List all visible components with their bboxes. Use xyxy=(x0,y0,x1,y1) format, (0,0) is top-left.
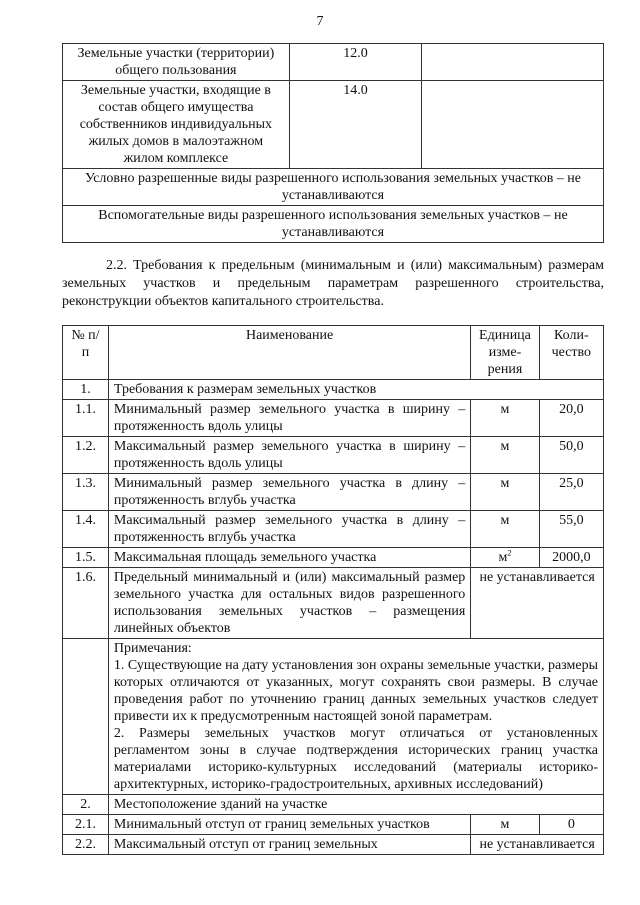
table-row xyxy=(63,568,604,639)
table-row xyxy=(63,437,604,474)
row-num: 1.4. xyxy=(63,511,109,548)
notes-row xyxy=(63,639,604,795)
row-num: 1. xyxy=(63,380,109,400)
requirements-table xyxy=(62,325,604,855)
table-row xyxy=(63,835,604,855)
row-name: Максимальный размер земельного участка в ширину – протяженность вдоль улицы xyxy=(108,437,470,474)
row-name: Максимальный размер земельного участка в длину – протяженность вглубь участка xyxy=(108,511,470,548)
section-row xyxy=(63,380,604,400)
table-row xyxy=(63,206,604,243)
auxiliary-uses-row: Вспомогательные виды разрешенного использования земельных участков – не устанавливаются xyxy=(63,206,604,243)
row-num-empty xyxy=(63,639,109,795)
row-name: Предельный минимальный и (или) максимальный размер земельного участка для остальных видов разрешенного использования земельных участков – размещения линейных объектов xyxy=(108,568,470,639)
table-row xyxy=(63,44,604,81)
header-name: Наименование xyxy=(108,326,470,380)
row-unit: м xyxy=(471,400,539,437)
row-num: 2. xyxy=(63,795,109,815)
row-value: не устанавливается xyxy=(471,568,604,639)
unit-text: м xyxy=(498,550,508,565)
notes-paragraph-2: 2. Размеры земельных участков могут отличаться от установленных регламентом зоны в случае подтверждения исторических границ участка материалами историко-культурных исследований (материалы историко-архитектурных, историко-градостроительных, архивных исследований) xyxy=(113,726,598,792)
land-use-extra xyxy=(422,44,604,81)
header-unit: Единица изме-рения xyxy=(471,326,539,380)
notes-paragraph-1: 1. Существующие на дату установления зон охраны земельные участки, размеры которых отличаются от указанных, могут сохранять свои размеры. В случае проведения работ по уточнению границ данных земельных участков следует привести их к предусмотренным настоящей зоной параметрам. xyxy=(113,658,598,724)
page-number: 7 xyxy=(316,14,324,29)
land-use-code: 12.0 xyxy=(289,44,421,81)
row-unit: м xyxy=(471,815,539,835)
unit-superscript: 2 xyxy=(507,548,512,558)
table-row xyxy=(63,548,604,568)
table-header-row xyxy=(63,326,604,380)
table-row xyxy=(63,511,604,548)
section-title: Местоположение зданий на участке xyxy=(108,795,603,815)
row-name: Максимальная площадь земельного участка xyxy=(108,548,470,568)
row-unit: м xyxy=(471,511,539,548)
row-qty: 0 xyxy=(539,815,603,835)
table-row xyxy=(63,400,604,437)
row-num: 1.2. xyxy=(63,437,109,474)
row-num: 1.1. xyxy=(63,400,109,437)
table-row xyxy=(63,815,604,835)
header-num: № п/п xyxy=(63,326,109,380)
land-use-name: Земельные участки, входящие в состав общего имущества собственников индивидуальных жилых домов в малоэтажном жилом комплексе xyxy=(63,81,290,169)
row-num: 2.2. xyxy=(63,835,109,855)
row-unit: м xyxy=(471,474,539,511)
row-qty: 55,0 xyxy=(539,511,603,548)
row-qty: 50,0 xyxy=(539,437,603,474)
table-row xyxy=(63,81,604,169)
land-use-table xyxy=(62,43,604,243)
row-unit xyxy=(471,548,539,568)
land-use-code: 14.0 xyxy=(289,81,421,169)
land-use-name: Земельные участки (территории) общего пользования xyxy=(63,44,290,81)
row-num: 2.1. xyxy=(63,815,109,835)
row-name: Минимальный размер земельного участка в длину – протяженность вглубь участка xyxy=(108,474,470,511)
section-title: Требования к размерам земельных участков xyxy=(108,380,603,400)
row-num: 1.5. xyxy=(63,548,109,568)
land-use-extra xyxy=(422,81,604,169)
row-name: Минимальный размер земельного участка в ширину – протяженность вдоль улицы xyxy=(108,400,470,437)
section-row xyxy=(63,795,604,815)
header-qty: Коли-чество xyxy=(539,326,603,380)
row-num: 1.3. xyxy=(63,474,109,511)
conditional-uses-row: Условно разрешенные виды разрешенного использования земельных участков – не устанавливаются xyxy=(63,169,604,206)
row-num: 1.6. xyxy=(63,568,109,639)
notes-cell xyxy=(108,639,603,795)
section-heading: 2.2. Требования к предельным (минимальным и (или) максимальным) размерам земельных участков и предельным параметрам разрешенного строительства, реконструкции объектов капитального строительства. xyxy=(62,258,604,309)
table-row xyxy=(63,474,604,511)
table-row xyxy=(63,169,604,206)
row-qty: 25,0 xyxy=(539,474,603,511)
row-name: Минимальный отступ от границ земельных участков xyxy=(108,815,470,835)
row-name: Максимальный отступ от границ земельных xyxy=(108,835,470,855)
notes-title: Примечания: xyxy=(113,641,192,656)
row-qty: 20,0 xyxy=(539,400,603,437)
row-unit: м xyxy=(471,437,539,474)
row-qty: 2000,0 xyxy=(539,548,603,568)
row-value: не устанавливается xyxy=(471,835,604,855)
